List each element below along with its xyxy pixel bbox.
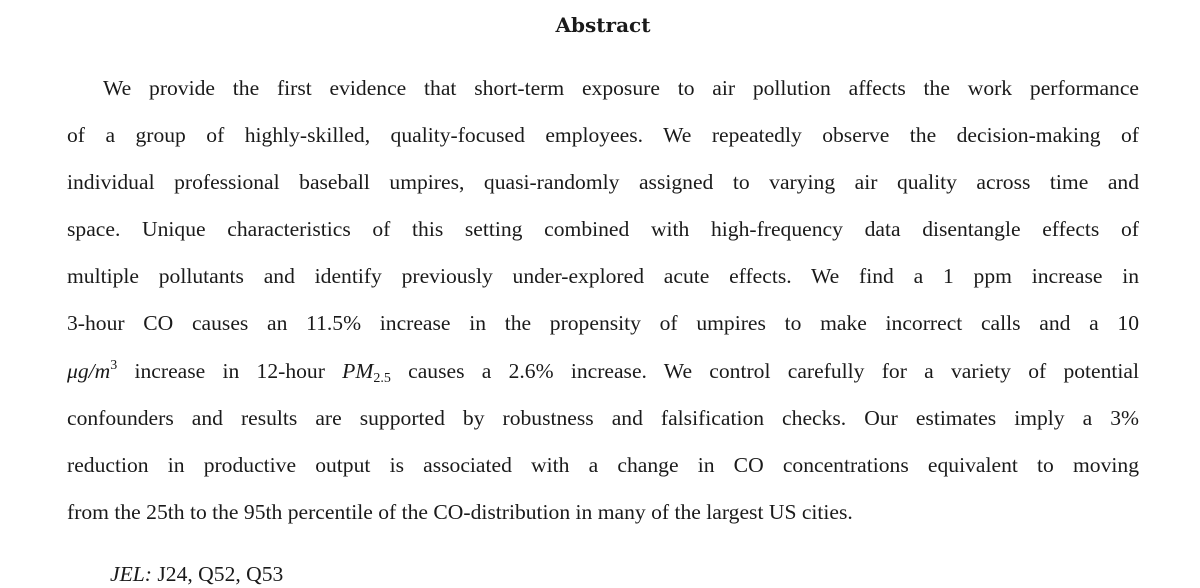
abstract-line-5: multiple pollutants and identify previously under-explored acute effects. We find a 1 ppm increase in	[67, 264, 1139, 289]
abstract-line-9: reduction in productive output is associated with a change in CO concentrations equivalent to moving	[67, 452, 1139, 477]
abstract-heading: Abstract	[555, 13, 651, 37]
abstract-text	[67, 65, 1139, 536]
abstract-line-3: individual professional baseball umpires, quasi-randomly assigned to varying air quality across time and	[67, 170, 1139, 195]
abstract-line-7-mid: increase in 12-hour	[117, 358, 343, 383]
abstract-line-4: space. Unique characteristics of this setting combined with high-frequency data disentangle effects of	[67, 217, 1139, 242]
pm-subscript: 2.5	[373, 370, 391, 386]
pm-symbol: PM	[342, 358, 374, 383]
abstract-line-6: 3-hour CO causes an 11.5% increase in the propensity of umpires to make incorrect calls and a 10	[67, 311, 1139, 336]
concentration-unit: μg/m	[67, 358, 111, 383]
jel-classification	[110, 560, 283, 588]
jel-label: JEL:	[110, 562, 152, 586]
abstract-line-8: confounders and results are supported by robustness and falsification checks. Our estimates imply a 3%	[67, 405, 1139, 430]
jel-codes: J24, Q52, Q53	[157, 562, 284, 586]
abstract-line-10: from the 25th to the 95th percentile of the CO-distribution in many of the largest US cities.	[67, 499, 853, 524]
abstract-line-7-tail: causes a 2.6% increase. We control carefully for a variety of potential	[390, 358, 1140, 383]
abstract-line-2: of a group of highly-skilled, quality-focused employees. We repeatedly observe the decision-making of	[67, 123, 1139, 148]
unit-exponent: 3	[110, 357, 118, 373]
abstract-line-7	[67, 348, 1139, 395]
abstract-line-1: We provide the first evidence that short-term exposure to air pollution affects the work performance	[103, 76, 1139, 100]
